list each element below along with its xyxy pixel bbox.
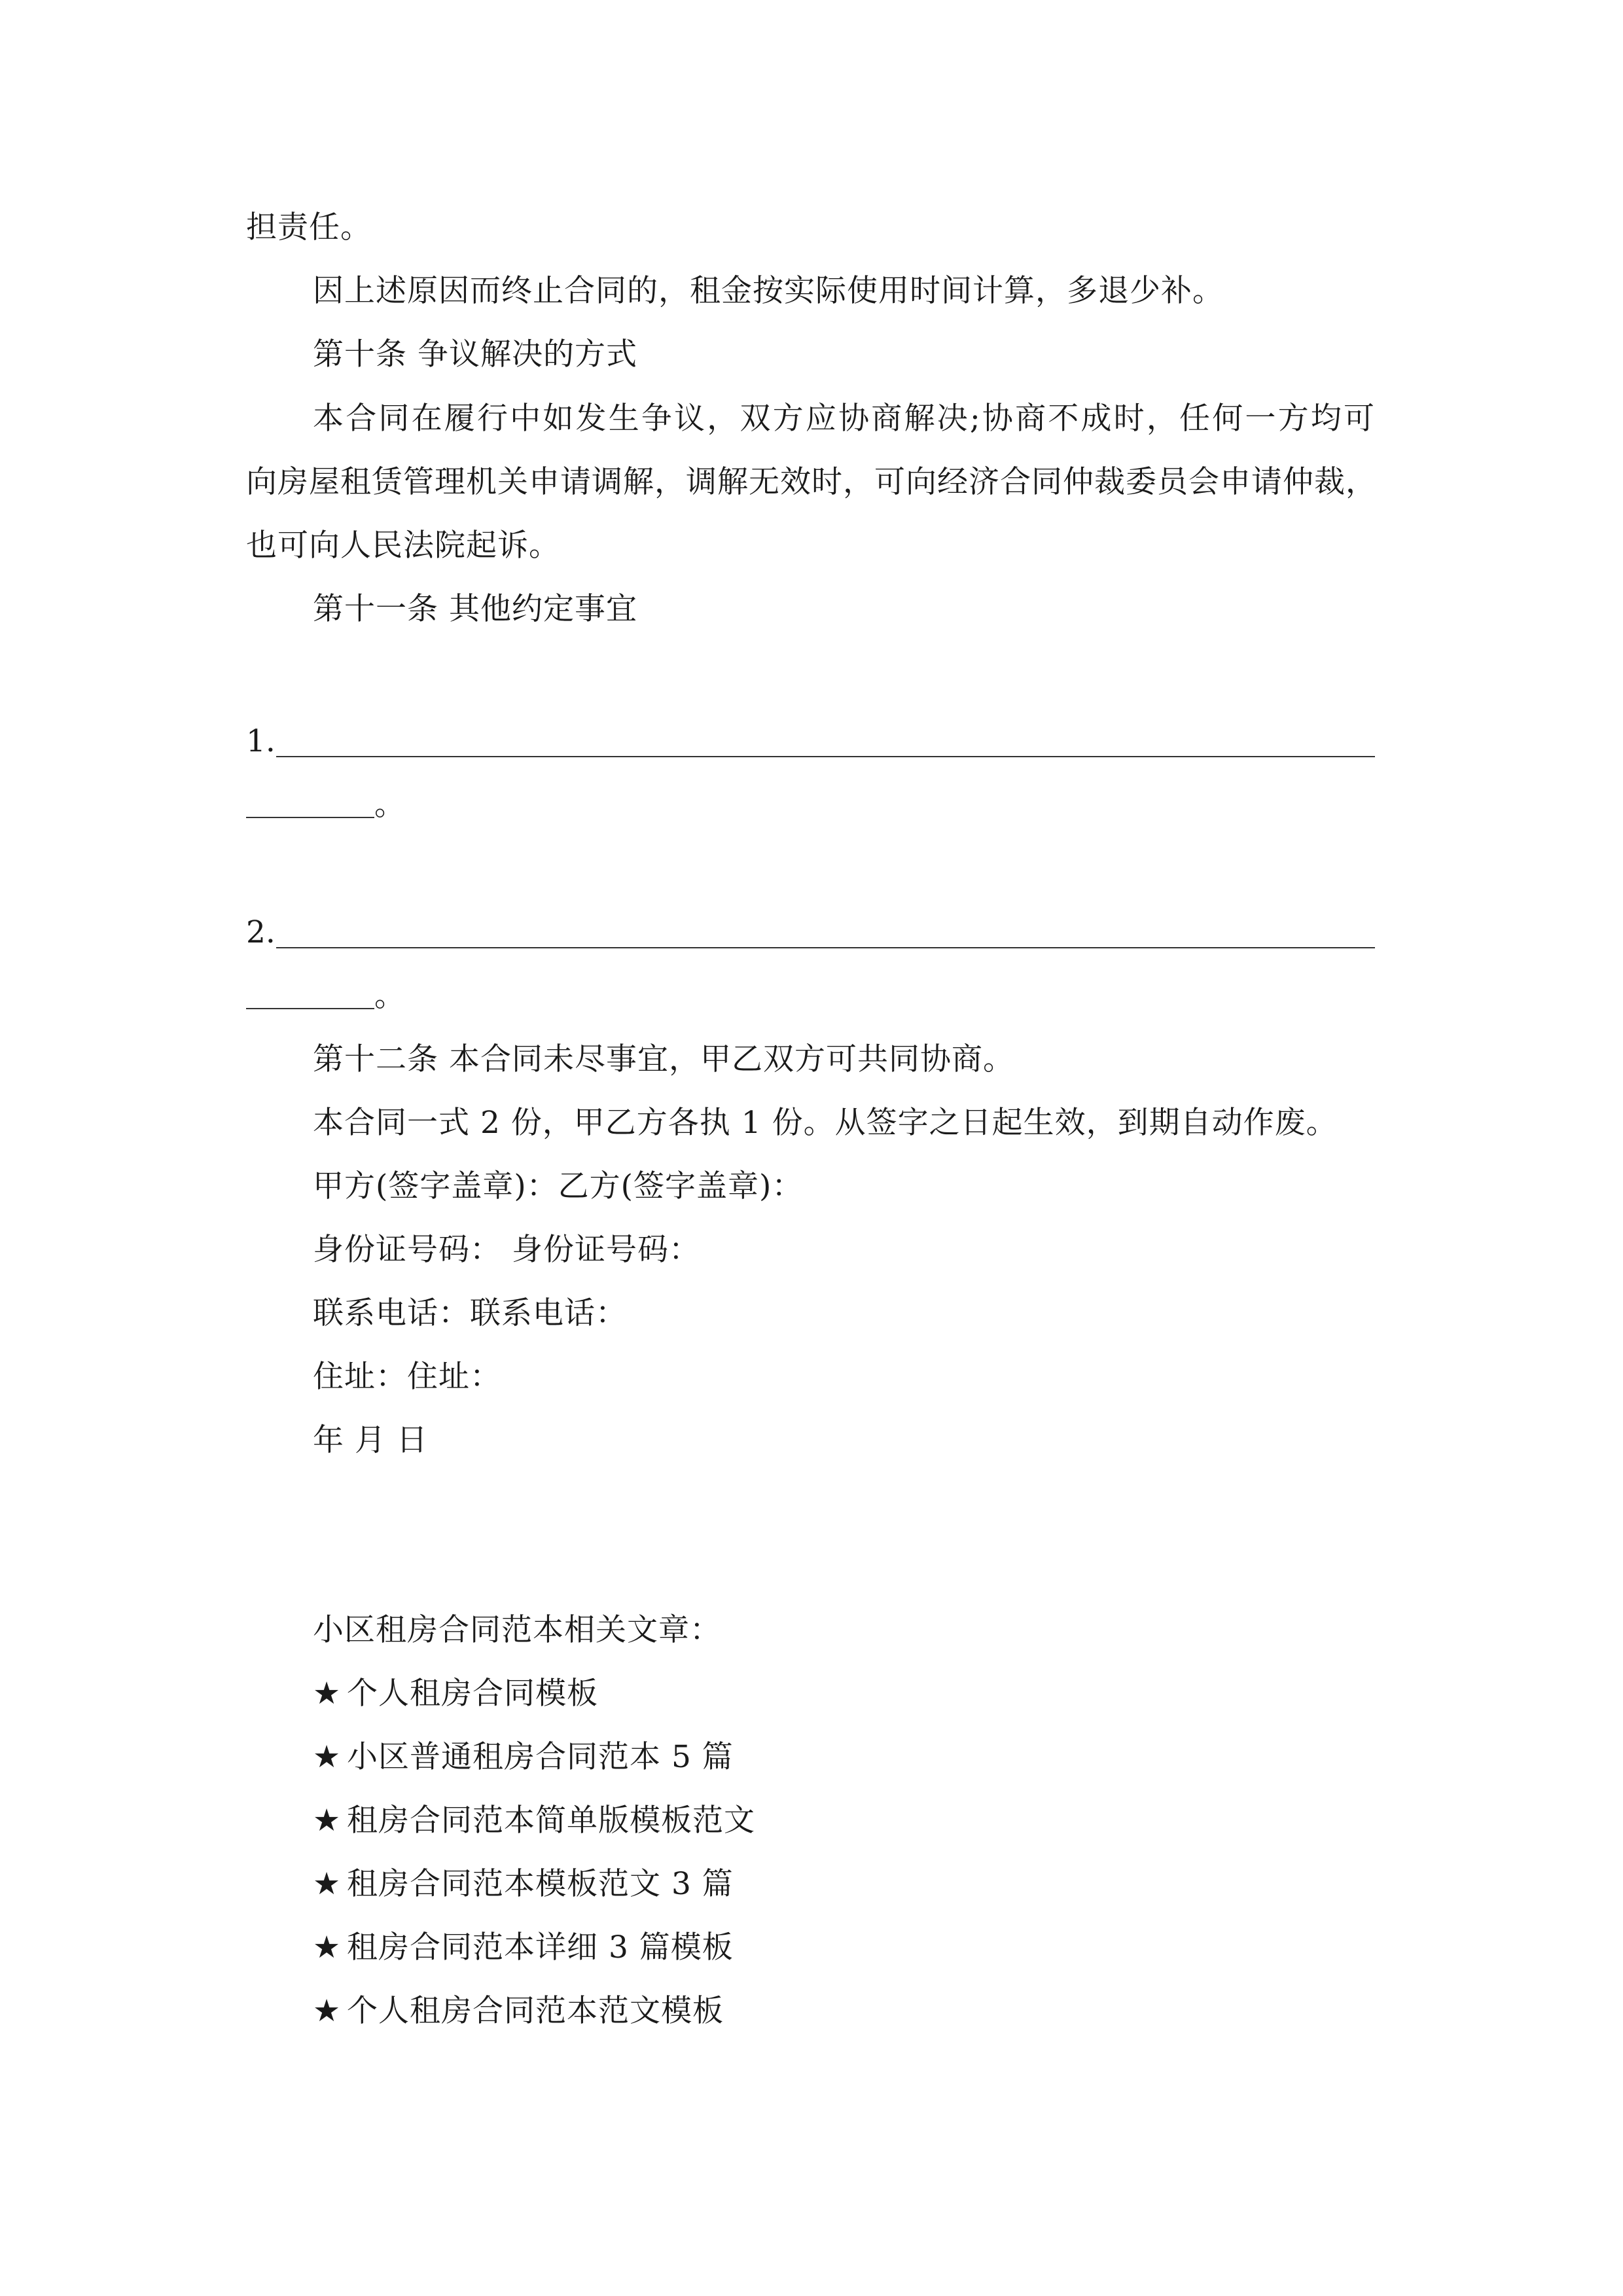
blank-number: 1.	[246, 723, 276, 759]
article-12: 第十二条 本合同未尽事宜，甲乙双方可共同协商。	[313, 1041, 1014, 1077]
related-link[interactable]	[313, 1865, 734, 1904]
signature-line: 甲方(签字盖章)：乙方(签字盖章)：	[313, 1168, 804, 1204]
blank-number: 2.	[246, 914, 276, 950]
paragraph-text: 本合同在履行中如发生争议，双方应协商解决;协商不成时，任何一方均可	[313, 401, 1375, 437]
fill-in-blank-1	[246, 722, 1375, 761]
fill-in-blank-2	[246, 913, 1375, 952]
star-icon: ★	[313, 1803, 342, 1839]
star-icon: ★	[313, 1739, 342, 1775]
blank-underline	[276, 756, 1375, 757]
related-link[interactable]	[313, 1992, 724, 2031]
related-heading: 小区租房合同范本相关文章：	[313, 1612, 721, 1648]
address-line: 住址：住址：	[313, 1359, 501, 1395]
related-link-label: 租房合同范本简单版模板范文	[347, 1803, 755, 1839]
related-link[interactable]	[313, 1738, 734, 1777]
blank-underline	[246, 977, 374, 1009]
related-link-label: 租房合同范本详细 3 篇模板	[347, 1929, 734, 1965]
star-icon: ★	[313, 1929, 342, 1965]
paragraph-text: 因上述原因而终止合同的，租金按实际使用时间计算，多退少补。	[313, 273, 1224, 309]
blank-end: 。	[374, 787, 405, 823]
star-icon: ★	[313, 1993, 342, 2029]
blank-underline	[276, 947, 1375, 948]
copies-clause: 本合同一式 2 份，甲乙方各执 1 份。从签字之日起生效，到期自动作废。	[313, 1105, 1338, 1141]
related-link-label: 个人租房合同模板	[347, 1676, 598, 1712]
date-line: 年 月 日	[313, 1422, 428, 1458]
paragraph-text: 担责任。	[246, 209, 372, 245]
article-10-title: 第十条 争议解决的方式	[313, 336, 637, 372]
fill-in-blank-2-tail	[246, 977, 405, 1016]
id-number-line: 身份证号码： 身份证号码：	[313, 1232, 700, 1268]
related-link[interactable]	[313, 1674, 598, 1713]
related-link-label: 租房合同范本模板范文 3 篇	[347, 1866, 734, 1902]
paragraph-text: 也可向人民法院起诉。	[246, 528, 560, 564]
star-icon: ★	[313, 1866, 342, 1902]
star-icon: ★	[313, 1676, 342, 1712]
related-link[interactable]	[313, 1928, 734, 1967]
article-11-title: 第十一条 其他约定事宜	[313, 591, 637, 627]
paragraph-text: 向房屋租赁管理机关申请调解，调解无效时，可向经济合同仲裁委员会申请仲裁，	[246, 464, 1377, 500]
blank-underline	[246, 785, 374, 818]
phone-line: 联系电话：联系电话：	[313, 1295, 627, 1331]
related-link-label: 小区普通租房合同范本 5 篇	[347, 1739, 734, 1775]
related-link-label: 个人租房合同范本范文模板	[347, 1993, 724, 2029]
blank-end: 。	[374, 978, 405, 1014]
fill-in-blank-1-tail	[246, 785, 405, 825]
related-link[interactable]	[313, 1801, 755, 1840]
